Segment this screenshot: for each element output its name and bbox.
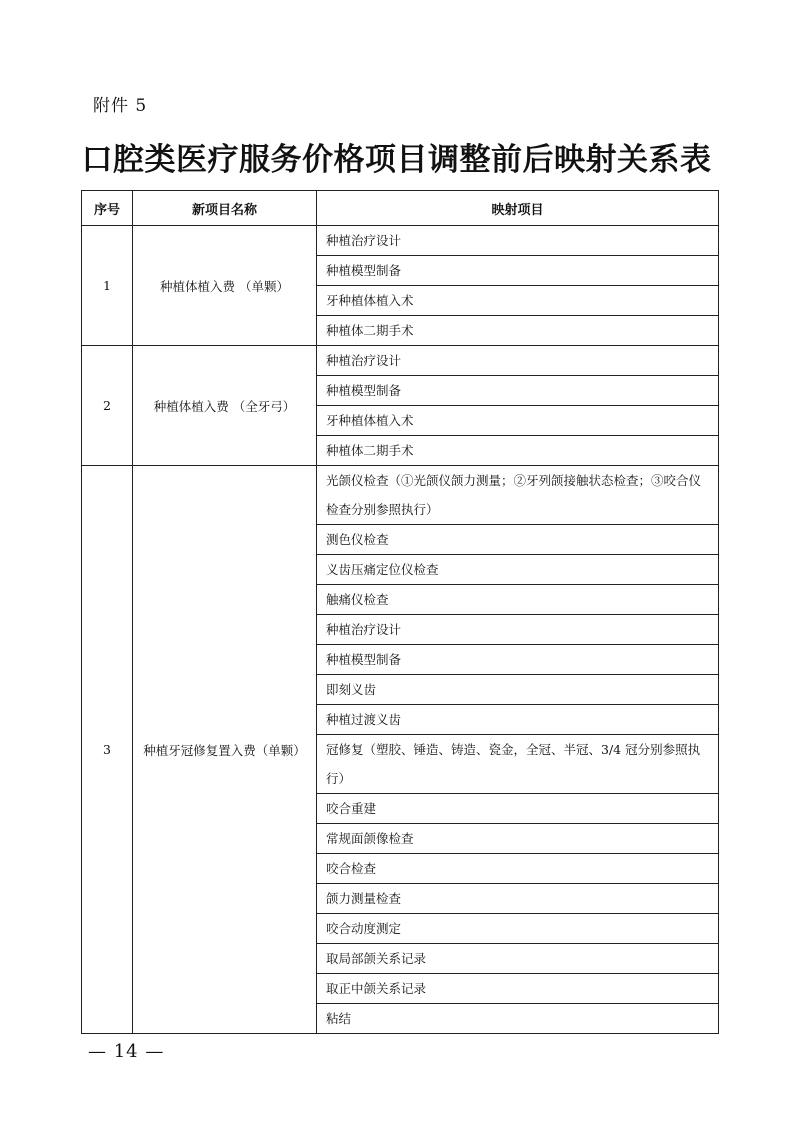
mapped-item: 咬合重建 — [317, 794, 719, 824]
row-new-item-name: 种植体植入费 （单颗） — [133, 226, 317, 346]
column-header-seq: 序号 — [82, 191, 133, 226]
mapped-item: 种植体二期手术 — [317, 316, 719, 346]
mapped-item: 咬合动度测定 — [317, 914, 719, 944]
mapped-item: 即刻义齿 — [317, 675, 719, 705]
mapped-item: 咬合检查 — [317, 854, 719, 884]
mapped-item: 常规面颌像检查 — [317, 824, 719, 854]
mapping-table — [81, 190, 719, 1034]
table-row — [82, 346, 719, 376]
row-seq: 3 — [82, 466, 133, 1034]
mapped-item: 光颌仪检查（①光颌仪颌力测量；②牙列颌接触状态检查；③咬合仪检查分别参照执行） — [317, 466, 719, 525]
table-header-row — [82, 191, 719, 226]
mapped-item: 种植模型制备 — [317, 256, 719, 286]
mapped-item: 种植治疗设计 — [317, 346, 719, 376]
page-title: 口腔类医疗服务价格项目调整前后映射关系表 — [81, 142, 712, 178]
row-new-item-name: 种植体植入费 （全牙弓） — [133, 346, 317, 466]
mapped-item: 义齿压痛定位仪检查 — [317, 555, 719, 585]
column-header-mapped-item: 映射项目 — [317, 191, 719, 226]
mapped-item: 取局部颌关系记录 — [317, 944, 719, 974]
mapped-item: 冠修复（塑胶、锤造、铸造、瓷金，全冠、半冠、3/4 冠分别参照执行） — [317, 735, 719, 794]
row-new-item-name: 种植牙冠修复置入费（单颗） — [133, 466, 317, 1034]
mapped-item: 牙种植体植入术 — [317, 406, 719, 436]
mapped-item: 种植模型制备 — [317, 645, 719, 675]
mapped-item: 粘结 — [317, 1004, 719, 1034]
mapped-item: 触痛仪检查 — [317, 585, 719, 615]
mapped-item: 种植治疗设计 — [317, 226, 719, 256]
mapped-item: 取正中颌关系记录 — [317, 974, 719, 1004]
mapped-item: 颌力测量检查 — [317, 884, 719, 914]
column-header-new-item: 新项目名称 — [133, 191, 317, 226]
table-row — [82, 466, 719, 525]
attachment-label: 附件 5 — [93, 96, 148, 116]
mapped-item: 种植过渡义齿 — [317, 705, 719, 735]
row-seq: 1 — [82, 226, 133, 346]
mapped-item: 种植模型制备 — [317, 376, 719, 406]
page-number: — 14 — — [88, 1041, 165, 1062]
row-seq: 2 — [82, 346, 133, 466]
table-row — [82, 226, 719, 256]
mapped-item: 测色仪检查 — [317, 525, 719, 555]
mapped-item: 种植体二期手术 — [317, 436, 719, 466]
mapped-item: 种植治疗设计 — [317, 615, 719, 645]
mapped-item: 牙种植体植入术 — [317, 286, 719, 316]
